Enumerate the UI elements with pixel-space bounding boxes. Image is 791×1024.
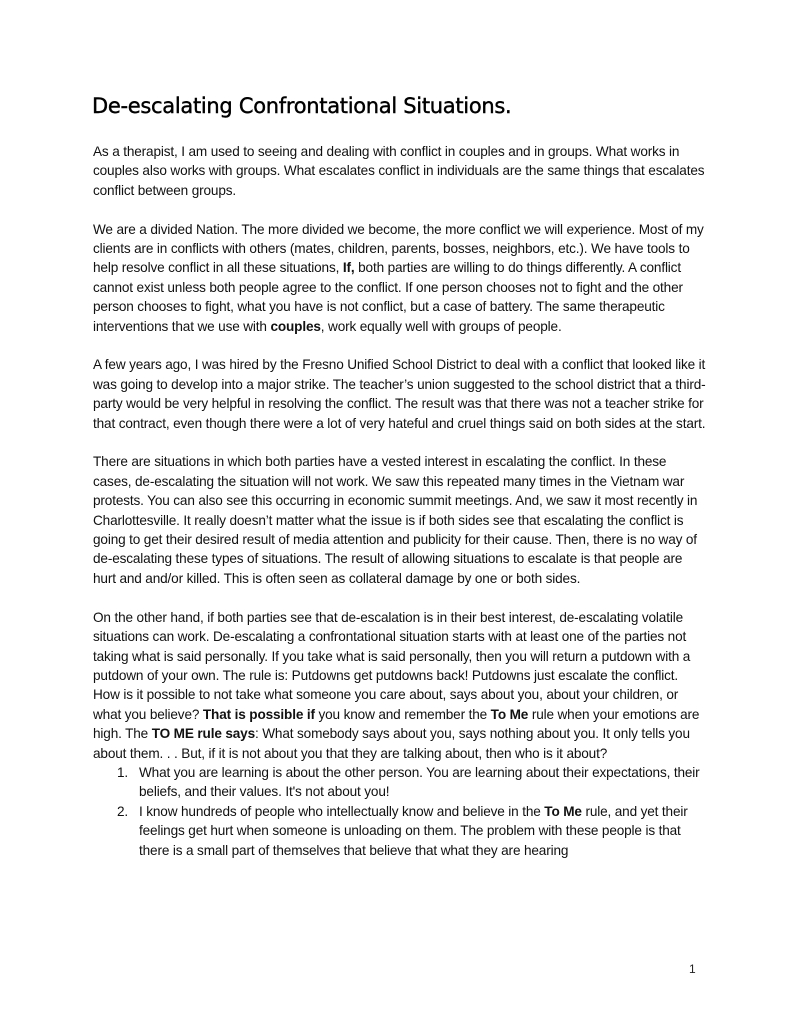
bold-text: To Me — [490, 706, 529, 722]
numbered-list — [93, 763, 708, 860]
list-item-text — [139, 804, 688, 858]
text-run: We are a divided Nation. The more divided we become, the more conflict we will experience. Most of my clients are in conflicts with others (mates, children, parents, bosses, neighbors, etc.). We have tools to help resolve conflict in all these situations, — [93, 221, 704, 276]
bold-text: TO ME rule says — [151, 726, 255, 742]
list-number: 1. — [117, 764, 129, 780]
paragraph — [93, 355, 708, 433]
document-title: De-escalating Confrontational Situations. — [92, 94, 512, 118]
text-run: : What somebody says about you, says nothing about you. It only tells you about them. . . But, if it is not about you that they are talking about, then who is it about? — [93, 726, 690, 761]
text-run: What you are learning is about the other person. You are learning about their expectations, their beliefs, and their values. It's not about you! — [139, 764, 700, 800]
bold-text: To Me — [544, 803, 582, 819]
text-run: you know and remember the — [314, 706, 491, 722]
paragraph — [93, 608, 708, 763]
text-run: I know hundreds of people who intellectually know and believe in the — [139, 803, 545, 819]
text-run: rule when your emotions are high. The — [93, 706, 700, 742]
paragraph — [93, 142, 708, 200]
bold-text: couples — [270, 318, 321, 334]
text-run: There are situations in which both parties have a vested interest in escalating the conflict. In these cases, de-escalating the situation will not work. We saw this repeated many times in the Vietnam war protests. You can also see this occurring in economic summit meetings. And, we saw it most recently in Charlottesville. It really doesn’t matter what the issue is if both sides see that escalating the conflict is going to get their desired result of media attention and publicity for their cause. Then, there is no way of de-escalating these types of situations. The result of allowing situations to escalate is that people are hurt and and/or killed. This is often seen as collateral damage by one or both sides. — [93, 454, 698, 586]
text-run: On the other hand, if both parties see that de-escalation is in their best interest, de-escalating volatile situations can work. De-escalating a confrontational situation starts with at least one of the parties not taking what is said personally. If you take what is said personally, then you will return a putdown with a putdown of your own. The rule is: Putdowns get putdowns back! Putdowns just escalate the conflict. How is it possible to not take what someone you care about, says about you, about your children, or what you believe? — [93, 609, 691, 722]
text-run: A few years ago, I was hired by the Fresno Unified School District to deal with a conflict that looked like it was going to develop into a major strike. The teacher’s union suggested to the school district that a third-party would be very helpful in resolving the conflict. The result was that there was not a teacher strike for that contract, even though there were a lot of very hateful and cruel things said on both sides at the start. — [93, 357, 706, 431]
bold-text: If, — [342, 260, 355, 276]
page-number: 1 — [689, 962, 696, 976]
list-item — [93, 802, 708, 860]
text-run: , work equally well with groups of people. — [320, 318, 562, 334]
text-run: rule, and yet their feelings get hurt when someone is unloading on them. The problem with these people is that there is a small part of themselves that believe that what they are hearing — [139, 803, 688, 858]
document-body — [93, 142, 708, 860]
list-item — [93, 763, 708, 802]
paragraph — [93, 452, 708, 588]
text-run: As a therapist, I am used to seeing and dealing with conflict in couples and in groups. What works in couples also works with groups. What escalates conflict in individuals are the same things that escalates conflict between groups. — [93, 144, 705, 198]
paragraph — [93, 220, 708, 336]
text-run: both parties are willing to do things differently. A conflict cannot exist unless both people agree to the conflict. If one person chooses not to fight and the other person chooses to fight, what you have is not conflict, but a case of battery. The same therapeutic interventions that we use with — [93, 260, 683, 334]
bold-text: That is possible if — [202, 706, 315, 722]
list-number: 2. — [117, 803, 129, 819]
list-item-text — [139, 765, 700, 799]
